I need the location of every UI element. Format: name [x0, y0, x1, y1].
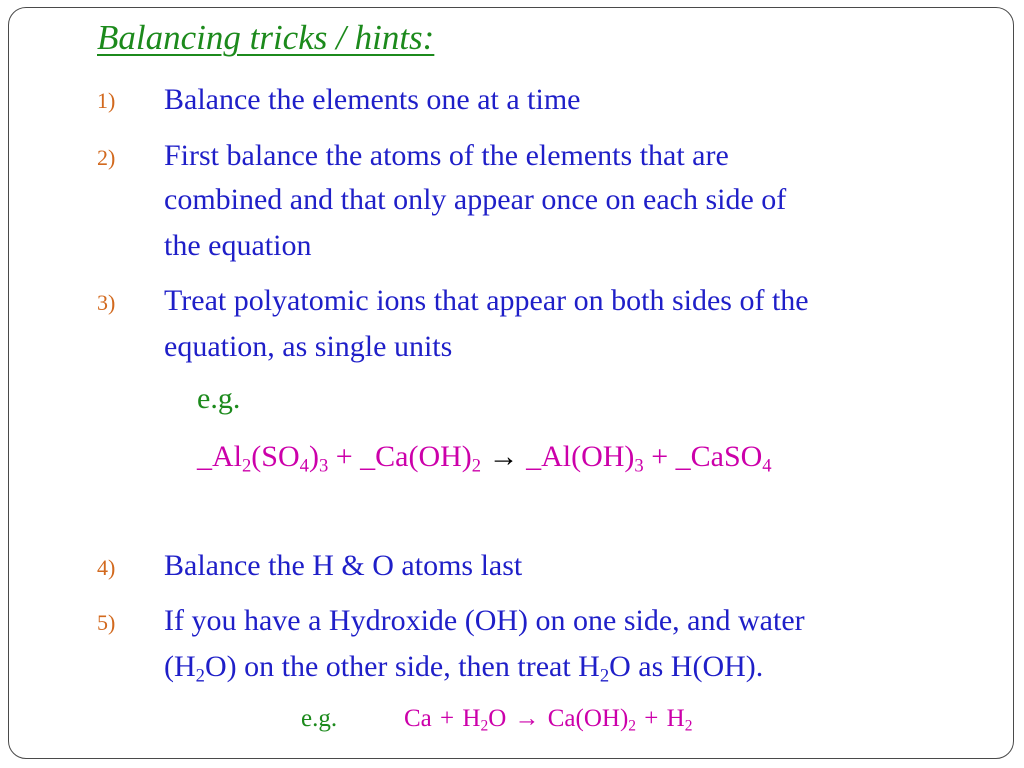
- example-label-1: e.g.: [197, 382, 241, 415]
- item-text-4-line-1: Balance the H & O atoms last: [164, 549, 523, 582]
- item-text-1-line-1: Balance the elements one at a time: [164, 83, 581, 116]
- item-text-3-line-2: equation, as single units: [164, 330, 453, 363]
- item-text-2-line-1: First balance the atoms of the elements that are: [164, 139, 729, 172]
- item-text-5-line-2: $(H_2O)$ on the other side, then treat $H_2O$ as H(OH).: [164, 650, 764, 687]
- item-text-3-line-1: Treat polyatomic ions that appear on both sides of the: [164, 284, 809, 317]
- slide-title: Balancing tricks / hints:: [97, 18, 435, 57]
- item-number-5: 5): [97, 610, 116, 635]
- equation-2: $Ca + H_2O \to Ca(OH)_2 + H_2$: [404, 705, 693, 735]
- item-number-2: 2): [97, 145, 116, 170]
- item-text-5-line-1: If you have a Hydroxide (OH) on one side, and water: [164, 604, 805, 637]
- item-number-3: 3): [97, 290, 116, 315]
- item-text-2-line-3: the equation: [164, 229, 312, 262]
- item-number-4: 4): [97, 555, 116, 580]
- item-text-2-line-2: combined and that only appear once on each side of: [164, 183, 787, 216]
- arrow-icon: →: [481, 440, 527, 473]
- equation-1: $\_Al_2(SO_4)_3$ + $\_Ca(OH)_2$ → $\_Al(OH)_3$ + _CaSO$_4$: [197, 440, 772, 477]
- example-label-2: e.g.: [301, 705, 338, 732]
- arrow-icon: →: [514, 705, 540, 732]
- item-number-1: 1): [97, 88, 116, 113]
